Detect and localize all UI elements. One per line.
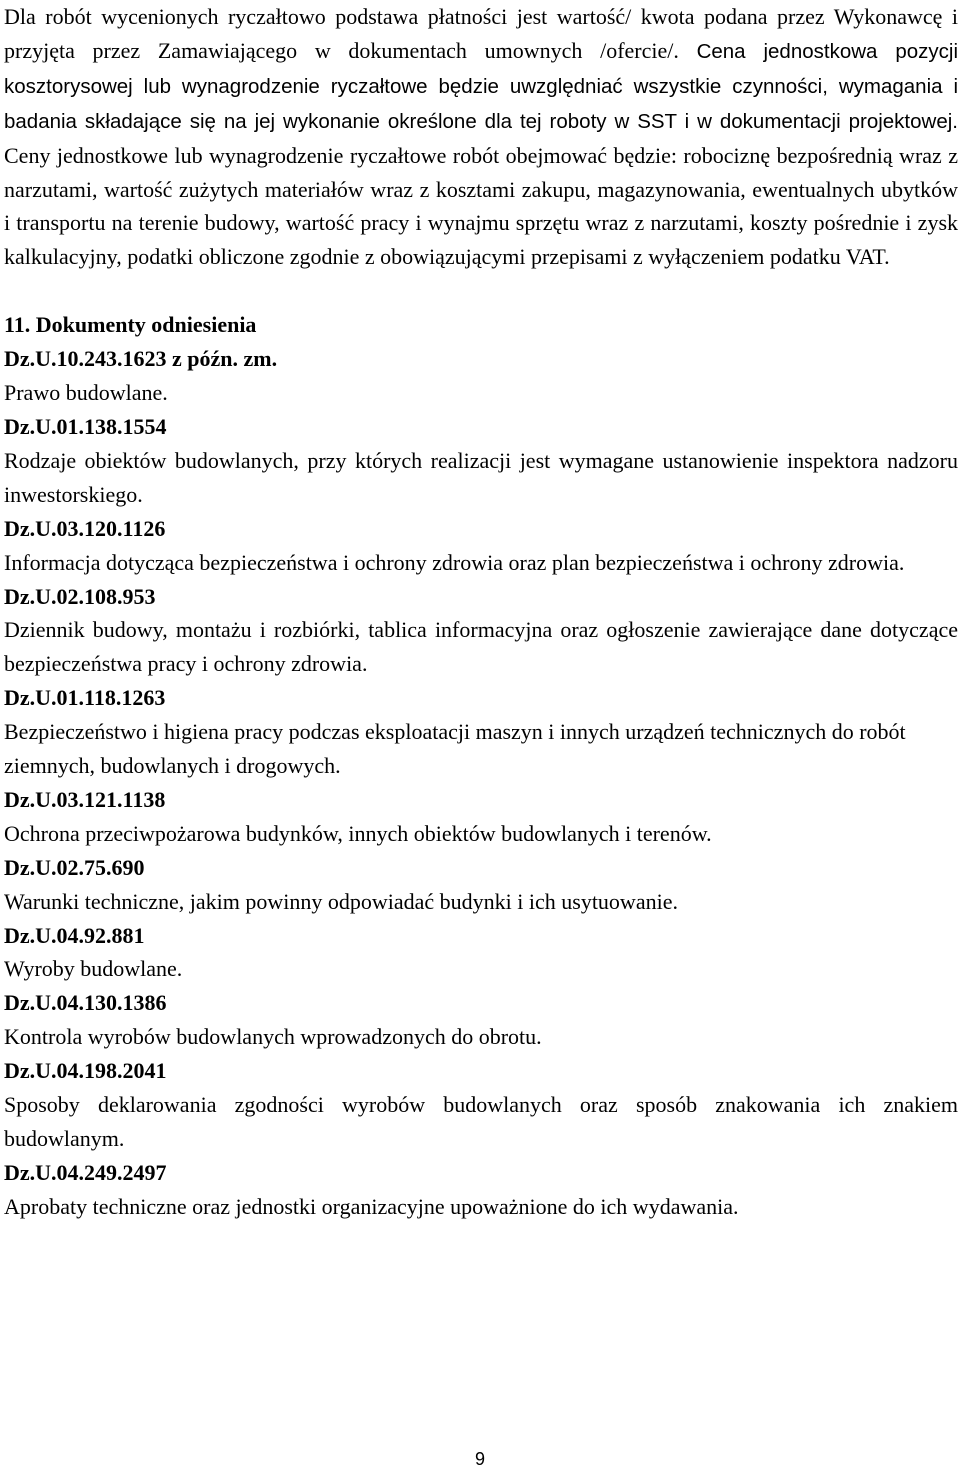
reference-item bbox=[4, 986, 958, 1054]
reference-description: Dziennik budowy, montażu i rozbiórki, tablica informacyjna oraz ogłoszenie zawierające dane dotyczące bezpieczeństwa pracy i ochrony zdrowia. bbox=[4, 617, 958, 677]
reference-code: Dz.U.02.75.690 bbox=[4, 854, 145, 880]
reference-description: Ochrona przeciwpożarowa budynków, innych obiektów budowlanych i terenów. bbox=[4, 820, 712, 846]
intro-text-3: Ceny jednostkowe lub wynagrodzenie ryczałtowe robót obejmować będzie: robociznę bezpośrednią wraz z narzutami, wartość zużytych materiałów wraz z kosztami zakupu, magazynowania, ewentualnych ubytków i transportu na terenie budowy, wartość pracy i wynajmu sprzętu wraz z narzutami, koszty pośrednie i zysk kalkulacyjny, podatki obliczone zgodnie z obowiązującymi przepisami z wyłączeniem podatku VAT. bbox=[4, 142, 958, 270]
reference-item bbox=[4, 919, 958, 987]
reference-description: Rodzaje obiektów budowlanych, przy których realizacji jest wymagane ustanowienie inspektora nadzoru inwestorskiego. bbox=[4, 447, 958, 507]
reference-description: Prawo budowlane. bbox=[4, 380, 168, 406]
reference-code: Dz.U.04.198.2041 bbox=[4, 1058, 167, 1084]
reference-description: Aprobaty techniczne oraz jednostki organizacyjne upoważnione do ich wydawania. bbox=[4, 1193, 739, 1219]
intro-text-2: Cena jednostkowa pozycji kosztorysowej lub wynagrodzenie ryczałtowe będzie uwzględniać wszystkie czynności, wymagania i badania składające się na jej wykonanie określone dla tej roboty w SST i w dokumentacji projektowej. bbox=[4, 39, 958, 133]
reference-description-continued: ziemnych, budowlanych i drogowych. bbox=[4, 753, 341, 779]
reference-list bbox=[4, 342, 958, 1224]
reference-code: Dz.U.01.138.1554 bbox=[4, 413, 167, 439]
intro-paragraph bbox=[4, 0, 958, 274]
reference-description: Bezpieczeństwo i higiena pracy podczas eksploatacji maszyn i innych urządzeń technicznych do robót bbox=[4, 719, 906, 745]
reference-code: Dz.U.03.121.1138 bbox=[4, 786, 166, 812]
reference-item bbox=[4, 512, 958, 580]
reference-code: Dz.U.04.130.1386 bbox=[4, 990, 167, 1016]
reference-code: Dz.U.10.243.1623 z późn. zm. bbox=[4, 346, 278, 372]
reference-item bbox=[4, 580, 958, 682]
reference-description: Informacja dotycząca bezpieczeństwa i ochrony zdrowia oraz plan bezpieczeństwa i ochrony zdrowia. bbox=[4, 549, 905, 575]
reference-item bbox=[4, 1156, 958, 1224]
reference-item bbox=[4, 1054, 958, 1156]
reference-code: Dz.U.04.249.2497 bbox=[4, 1159, 167, 1185]
reference-item bbox=[4, 851, 958, 919]
section-heading: 11. Dokumenty odniesienia bbox=[4, 312, 257, 338]
reference-description: Sposoby deklarowania zgodności wyrobów budowlanych oraz sposób znakowania ich znakiem budowlanym. bbox=[4, 1092, 958, 1151]
reference-item bbox=[4, 681, 958, 783]
reference-code: Dz.U.04.92.881 bbox=[4, 922, 145, 948]
reference-description: Wyroby budowlane. bbox=[4, 956, 183, 982]
reference-description: Warunki techniczne, jakim powinny odpowiadać budynki i ich usytuowanie. bbox=[4, 888, 678, 914]
reference-code: Dz.U.02.108.953 bbox=[4, 583, 156, 609]
reference-code: Dz.U.03.120.1126 bbox=[4, 515, 166, 541]
reference-code: Dz.U.01.118.1263 bbox=[4, 685, 166, 711]
intro-text-1: Dla robót wycenionych ryczałtowo podstawa płatności jest wartość/ kwota podana przez Wykonawcę i przyjęta przez Zamawiającego w dokumentach umownych /ofercie/. bbox=[4, 4, 958, 63]
reference-item bbox=[4, 342, 958, 410]
reference-description: Kontrola wyrobów budowlanych wprowadzonych do obrotu. bbox=[4, 1024, 542, 1050]
page-number: 9 bbox=[474, 1449, 485, 1469]
reference-item bbox=[4, 783, 958, 851]
reference-item bbox=[4, 410, 958, 512]
